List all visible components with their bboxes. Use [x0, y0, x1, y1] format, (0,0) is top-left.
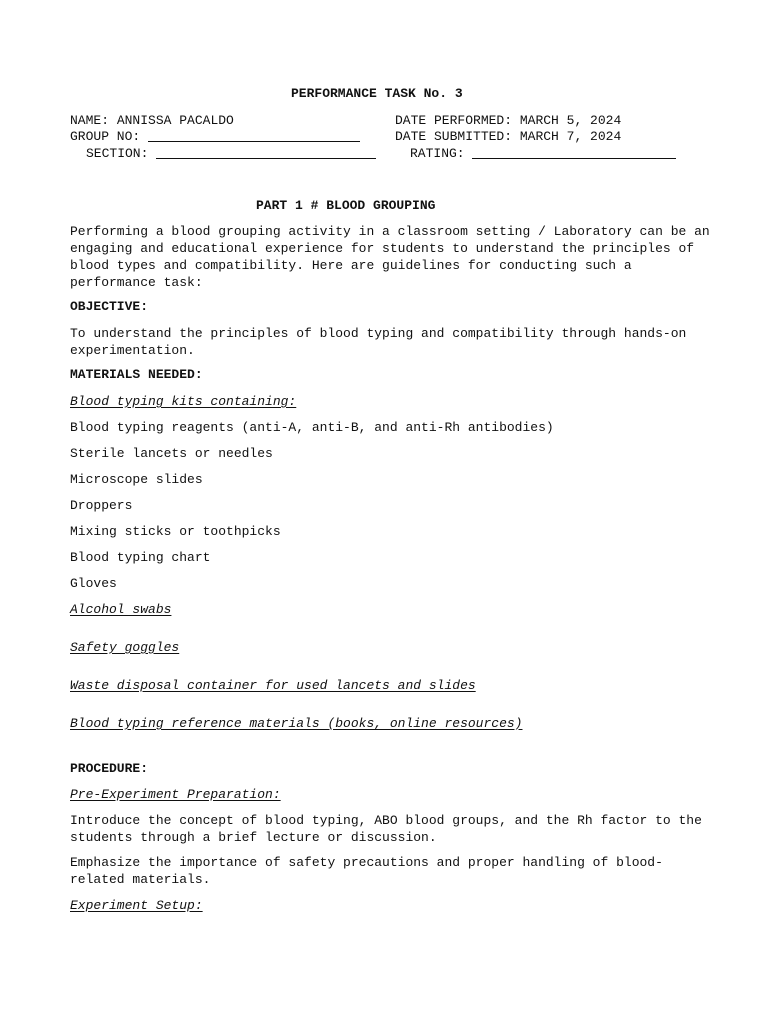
- date-performed-row: [395, 113, 621, 129]
- list-item: Blood typing chart: [70, 550, 211, 565]
- list-item: Blood typing reference materials (books, online resources): [70, 716, 523, 731]
- part-title: PART 1 # BLOOD GROUPING: [256, 198, 436, 213]
- rating-blank: [472, 146, 676, 159]
- list-item: Blood typing reagents (anti-A, anti-B, and anti-Rh antibodies): [70, 420, 554, 435]
- name-label: NAME:: [70, 113, 110, 128]
- rating-row: [410, 146, 676, 162]
- section-row: [86, 146, 376, 162]
- procedure-heading: PROCEDURE:: [70, 761, 149, 776]
- experiment-setup-heading: Experiment Setup:: [70, 898, 203, 913]
- list-item: Safety goggles: [70, 640, 180, 655]
- date-performed-label: DATE PERFORMED:: [395, 113, 513, 128]
- date-submitted-label: DATE SUBMITTED:: [395, 129, 513, 144]
- date-submitted-value: MARCH 7, 2024: [519, 129, 622, 144]
- kit-heading: Blood typing kits containing:: [70, 394, 297, 409]
- group-blank: [148, 129, 360, 142]
- rating-label: RATING:: [410, 146, 465, 161]
- date-submitted-row: [395, 129, 621, 145]
- group-row: [70, 129, 360, 145]
- section-label: SECTION:: [86, 146, 149, 161]
- materials-heading: MATERIALS NEEDED:: [70, 367, 203, 382]
- intro-paragraph: Performing a blood grouping activity in a classroom setting / Laboratory can be an engaging and educational experience for students to understand the principles of blood types and compatibility. Here are guidelines for conducting such a performance task:: [70, 224, 710, 290]
- list-item: Waste disposal container for used lancets and slides: [70, 678, 476, 693]
- objective-heading: OBJECTIVE:: [70, 299, 149, 314]
- date-performed-value: MARCH 5, 2024: [519, 113, 622, 128]
- procedure-paragraph: Introduce the concept of blood typing, ABO blood groups, and the Rh factor to the students through a brief lecture or discussion.: [70, 813, 702, 845]
- list-item: Alcohol swabs: [70, 602, 172, 617]
- objective-text: To understand the principles of blood typing and compatibility through hands-on experimentation.: [70, 326, 687, 358]
- pre-experiment-heading: Pre-Experiment Preparation:: [70, 787, 281, 802]
- list-item: Gloves: [70, 576, 117, 591]
- group-label: GROUP NO:: [70, 129, 141, 144]
- name-row: [70, 113, 234, 129]
- list-item: Droppers: [70, 498, 133, 513]
- name-value: ANNISSA PACALDO: [116, 113, 234, 128]
- page-title: PERFORMANCE TASK No. 3: [291, 86, 463, 101]
- section-blank: [156, 146, 376, 159]
- list-item: Mixing sticks or toothpicks: [70, 524, 281, 539]
- procedure-paragraph: Emphasize the importance of safety precautions and proper handling of blood-related materials.: [70, 855, 663, 887]
- list-item: Sterile lancets or needles: [70, 446, 273, 461]
- list-item: Microscope slides: [70, 472, 203, 487]
